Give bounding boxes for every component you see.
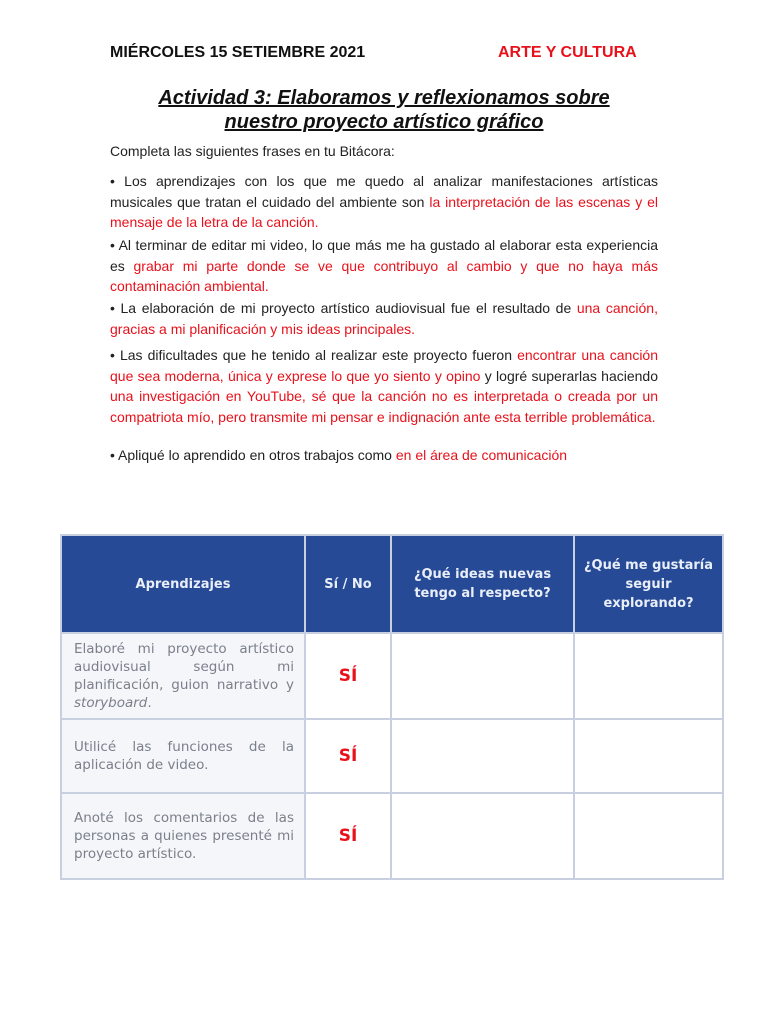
column-header-ideas-nuevas: ¿Qué ideas nuevas tengo al respecto? [391, 535, 574, 633]
row-answer [305, 633, 391, 719]
row-answer [305, 719, 391, 793]
table-row [61, 633, 723, 719]
learning-table [60, 534, 722, 865]
sentence-item [110, 235, 658, 297]
sentence-item [110, 298, 658, 339]
sentence-prompt: • La elaboración de mi proyecto artístico audiovisual fue el resultado de [110, 300, 577, 316]
learning-table-grid [60, 534, 724, 880]
title-line-2: nuestro proyecto artístico gráfico [224, 111, 544, 133]
answer-mark: SÍ [338, 746, 358, 766]
sentence-answer: encontrar una canción que sea moderna, única y exprese lo que yo siento y opino [110, 347, 659, 384]
sentence-answer: una canción, gracias a mi planificación y mis ideas principales. [110, 300, 658, 337]
title-line-1: Actividad 3: Elaboramos y reflexionamos sobre [158, 87, 610, 109]
explore-cell[interactable] [574, 633, 723, 719]
sentence-prompt: • Apliqué lo aprendido en otros trabajos como [110, 447, 396, 463]
sentence-prompt: • Al terminar de editar mi video, lo que más me ha gustado al elaborar esta experiencia es [110, 237, 658, 274]
sentence-prompt: • Los aprendizajes con los que me quedo al analizar manifestaciones artísticas musicales que tratan el cuidado del ambiente son [110, 173, 658, 210]
page-title [110, 86, 658, 134]
table-row [61, 719, 723, 793]
explore-cell[interactable] [574, 793, 723, 879]
sentence-answer: la interpretación de las escenas y el mensaje de la letra de la canción. [110, 193, 658, 230]
ideas-cell[interactable] [391, 793, 574, 879]
table-row [61, 793, 723, 879]
explore-cell[interactable] [574, 719, 723, 793]
header-date: MIÉRCOLES 15 SETIEMBRE 2021 [110, 44, 366, 61]
sentence-prompt-continued: y logré superarlas haciendo [480, 367, 658, 384]
sentence-item [110, 345, 658, 427]
sentence-answer-continued: una investigación en YouTube, sé que la canción no es interpretada o creada por un compatriota mío, pero transmite mi pensar e indignación ante esta terrible problemática. [110, 388, 658, 425]
sentence-prompt: • Las dificultades que he tenido al realizar este proyecto fueron [110, 347, 518, 363]
answer-mark: SÍ [338, 666, 358, 686]
row-answer [305, 793, 391, 879]
ideas-cell[interactable] [391, 633, 574, 719]
sentence-answer: en el área de comunicación [395, 447, 568, 463]
column-header-seguir-explorando: ¿Qué me gustaría seguir explorando? [574, 535, 723, 633]
table-header-row [61, 535, 723, 633]
ideas-cell[interactable] [391, 719, 574, 793]
sentence-item [110, 445, 658, 466]
column-header-aprendizajes: Aprendizajes [61, 535, 305, 633]
sentence-answer: grabar mi parte donde se ve que contribuyo al cambio y que no haya más contaminación ambiental. [110, 257, 658, 294]
row-description-emphasis: storyboard [74, 695, 148, 711]
intro-text: Completa las siguientes frases en tu Bitácora: [110, 143, 395, 159]
column-header-si-no: Sí / No [305, 535, 391, 633]
row-description: Elaboré mi proyecto artístico audiovisual según mi planificación, guion narrativo y storyboard. [61, 633, 305, 719]
answer-mark: SÍ [338, 826, 358, 846]
sentence-item [110, 171, 658, 233]
header-subject: ARTE Y CULTURA [498, 44, 637, 61]
row-description: Utilicé las funciones de la aplicación de video. [61, 719, 305, 793]
row-description: Anoté los comentarios de las personas a quienes presenté mi proyecto artístico. [61, 793, 305, 879]
